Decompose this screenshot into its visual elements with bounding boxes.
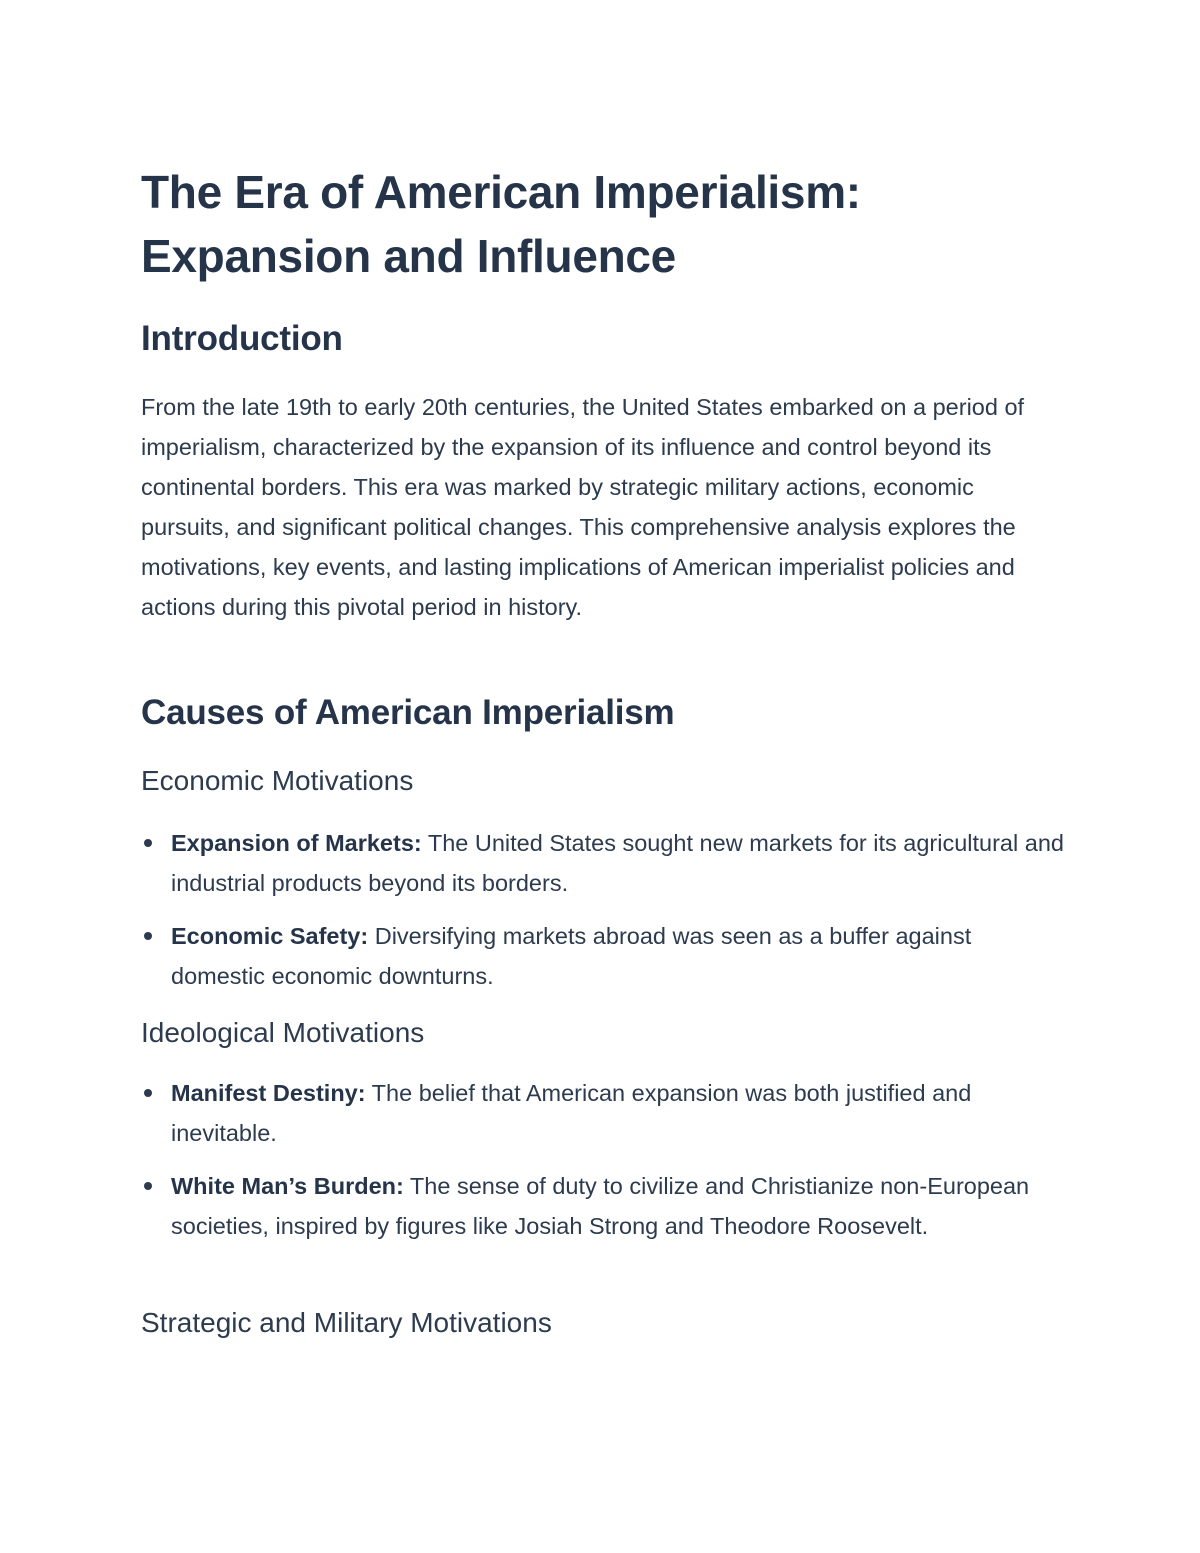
ideological-motivations-heading: Ideological Motivations (141, 1017, 425, 1048)
bullet-text: Diversifying markets abroad was seen as a buffer against domestic economic downturns. (171, 923, 972, 989)
list-item (141, 1166, 1066, 1246)
bullet-text: The United States sought new markets for its agricultural and industrial products beyond its borders. (171, 830, 1064, 896)
strategic-military-motivations-heading: Strategic and Military Motivations (141, 1307, 552, 1338)
bullet-term: Expansion of Markets: (171, 830, 422, 856)
bullet-icon (144, 1182, 152, 1190)
economic-motivations-heading: Economic Motivations (141, 765, 414, 796)
causes-heading: Causes of American Imperialism (141, 693, 675, 732)
list-item (141, 1073, 1066, 1153)
bullet-term: Economic Safety: (171, 923, 369, 949)
bullet-text: The sense of duty to civilize and Christianize non-European societies, inspired by figures like Josiah Strong and Theodore Roosevelt. (171, 1173, 1030, 1239)
introduction-heading: Introduction (141, 319, 343, 358)
list-item (141, 916, 1066, 996)
bullet-text: The belief that American expansion was both justified and inevitable. (171, 1080, 972, 1146)
bullet-term: Manifest Destiny: (171, 1080, 366, 1106)
document-title-line-2: Expansion and Influence (141, 230, 676, 282)
bullet-icon (144, 932, 152, 940)
bullet-icon (144, 839, 152, 847)
list-item (141, 823, 1066, 903)
bullet-icon (144, 1089, 152, 1097)
document-title (141, 160, 861, 288)
economic-motivations-list (141, 823, 1066, 1009)
ideological-motivations-list (141, 1073, 1066, 1259)
bullet-term: White Man’s Burden: (171, 1173, 404, 1199)
document-title-line-1: The Era of American Imperialism: (141, 166, 861, 218)
introduction-paragraph: From the late 19th to early 20th centuries, the United States embarked on a period of imperialism, characterized by the expansion of its influence and control beyond its continental borders. This era was marked by strategic military actions, economic pursuits, and significant political changes. This comprehensive analysis explores the motivations, key events, and lasting implications of American imperialist policies and actions during this pivotal period in history. (141, 394, 1025, 620)
